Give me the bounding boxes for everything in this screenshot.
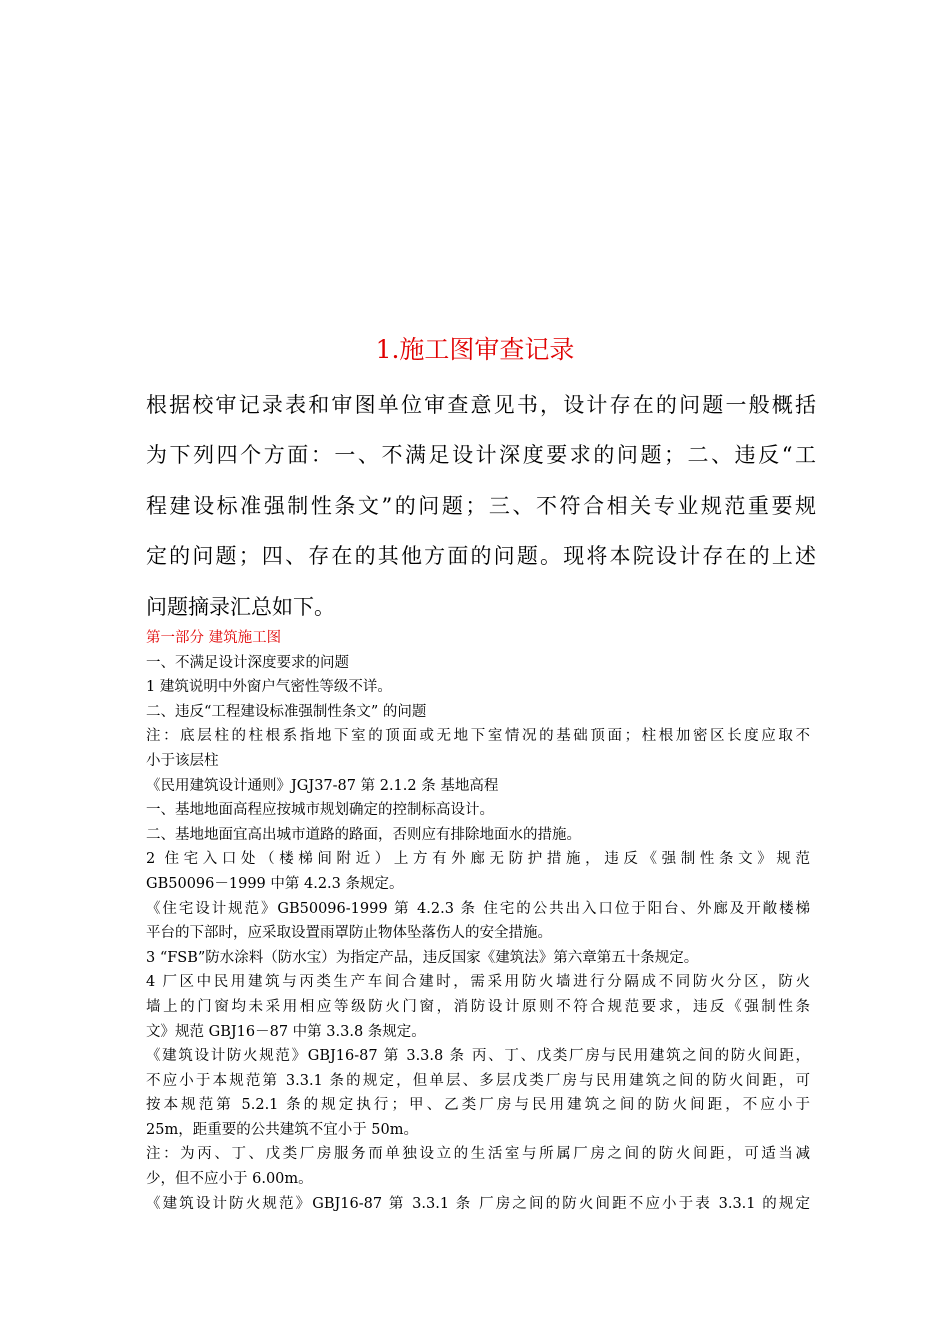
body-line: 注：底层柱的柱根系指地下室的顶面或无地下室情况的基础顶面；柱根加密区长度应取不 — [146, 728, 810, 745]
body-line: 少，但不应小于 6.00m。 — [146, 1171, 313, 1188]
body-line: 文》规范 GBJ16－87 中第 3.3.8 条规定。 — [146, 1023, 426, 1040]
body-line: 小于该层柱 — [146, 752, 219, 769]
intro-line: 为下列四个方面：一、不满足设计深度要求的问题；二、违反“工 — [146, 443, 816, 468]
body-line: 《民用建筑设计通则》JGJ37-87 第 2.1.2 条 基地高程 — [146, 777, 499, 794]
body-line: GB50096－1999 中第 4.2.3 条规定。 — [146, 875, 404, 892]
body-line: 《建筑设计防火规范》GBJ16-87 第 3.3.8 条 丙、丁、戊类厂房与民用建筑之间的防火间距， — [146, 1048, 810, 1065]
body-line: 按本规范第 5.2.1 条的规定执行；甲、乙类厂房与民用建筑之间的防火间距，不应小于 — [146, 1097, 810, 1114]
body-line: 《建筑设计防火规范》GBJ16-87 第 3.3.1 条 厂房之间的防火间距不应小于表 3.3.1 的规定 — [146, 1195, 810, 1212]
body-line: 2 住宅入口处（楼梯间附近）上方有外廊无防护措施，违反《强制性条文》规范 — [146, 851, 810, 868]
body-line: 25m，距重要的公共建筑不宜小于 50m。 — [146, 1121, 419, 1138]
body-line: 3 “FSB”防水涂料（防水宝）为指定产品，违反国家《建筑法》第六章第五十条规定。 — [146, 949, 699, 966]
body-line: 注：为丙、丁、戊类厂房服务而单独设立的生活室与所属厂房之间的防火间距，可适当减 — [146, 1146, 810, 1163]
intro-line: 根据校审记录表和审图单位审查意见书，设计存在的问题一般概括 — [146, 393, 816, 417]
intro-paragraph — [146, 380, 816, 632]
intro-line: 问题摘录汇总如下。 — [146, 594, 335, 619]
body-line: 二、违反“工程建设标准强制性条文” 的问题 — [146, 703, 427, 720]
intro-line: 程建设标准强制性条文”的问题；三、不符合相关专业规范重要规 — [146, 493, 816, 518]
body-line: 《住宅设计规范》GB50096-1999 第 4.2.3 条 住宅的公共出入口位于阳台、外廊及开敞楼梯 — [146, 900, 810, 917]
body-line: 不应小于本规范第 3.3.1 条的规定，但单层、多层戊类厂房与民用建筑之间的防火间距，可 — [146, 1072, 810, 1089]
body-line: 墙上的门窗均未采用相应等级防火门窗，消防设计原则不符合规范要求，违反《强制性条 — [146, 998, 810, 1015]
body-line: 一、基地地面高程应按城市规划确定的控制标高设计。 — [146, 802, 494, 819]
body-line: 二、基地地面宜高出城市道路的路面，否则应有排除地面水的措施。 — [146, 826, 581, 843]
document-title: 1.施工图审查记录 — [375, 335, 575, 364]
section-heading: 第一部分 建筑施工图 — [146, 630, 282, 646]
body-line: 平台的下部时，应采取设置雨罩防止物体坠落伤人的安全措施。 — [146, 925, 552, 942]
body-line: 一、不满足设计深度要求的问题 — [146, 654, 349, 671]
intro-line: 定的问题；四、存在的其他方面的问题。现将本院设计存在的上述 — [146, 544, 816, 569]
body-line: 1 建筑说明中外窗户气密性等级不详。 — [146, 679, 392, 696]
document-body — [146, 626, 810, 1216]
body-line: 4 厂区中民用建筑与丙类生产车间合建时，需采用防火墙进行分隔成不同防火分区，防火 — [146, 974, 810, 991]
